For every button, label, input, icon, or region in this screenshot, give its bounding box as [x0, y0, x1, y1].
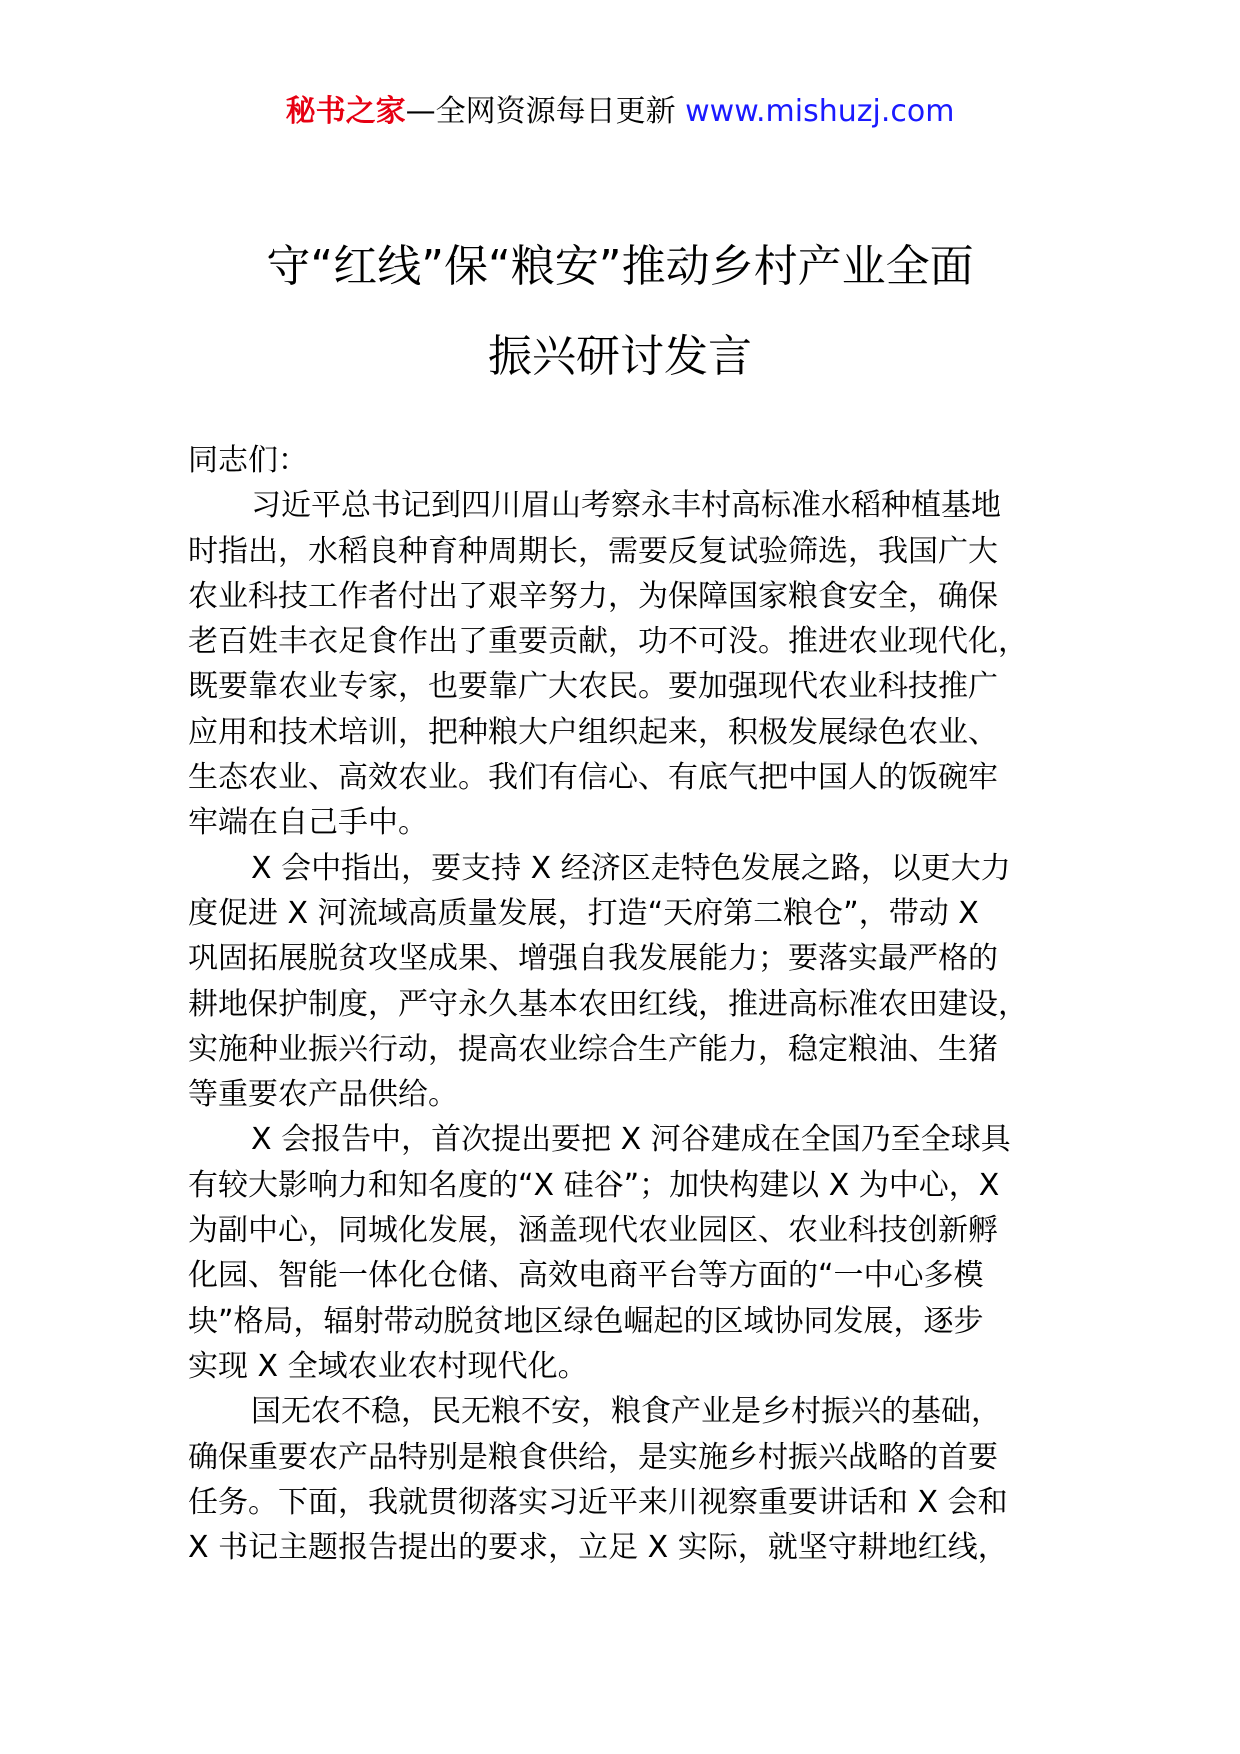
paragraph-line: 既要靠农业专家，也要靠广大农民。要加强现代农业科技推广 — [188, 669, 998, 705]
paragraph-line: 实施种业振兴行动，提高农业综合生产能力，稳定粮油、生猪 — [188, 1031, 998, 1067]
paragraph-line: 化园、智能一体化仓储、高效电商平台等方面的“一中心多模 — [188, 1258, 984, 1294]
title-line: 守“红线”保“粮安”推动乡村产业全面 — [266, 241, 974, 292]
paragraph-line: 等重要农产品供给。 — [188, 1077, 458, 1113]
paragraph-line: X 会报告中，首次提出要把 X 河谷建成在全国乃至全球具 — [251, 1122, 1011, 1158]
paragraph — [188, 1117, 1108, 1389]
paragraph-line: 应用和技术培训，把种粮大户组织起来，积极发展绿色农业、 — [188, 714, 998, 750]
document-title — [120, 222, 1120, 402]
paragraph-line: 有较大影响力和知名度的“X 硅谷”；加快构建以 X 为中心，X — [188, 1167, 1000, 1203]
paragraph-line: 生态农业、高效农业。我们有信心、有底气把中国人的饭碗牢 — [188, 760, 998, 796]
paragraph-line: X 会中指出，要支持 X 经济区走特色发展之路，以更大力 — [251, 850, 1011, 886]
site-brand: 秘书之家 — [285, 94, 406, 129]
paragraph — [188, 846, 1108, 1118]
paragraph-line: 时指出，水稻良种育种周期长，需要反复试验筛选，我国广大 — [188, 533, 998, 569]
paragraph-line: X 书记主题报告提出的要求，立足 X 实际，就坚守耕地红线， — [188, 1530, 1008, 1566]
site-tagline: —全网资源每日更新 — [405, 94, 686, 129]
paragraph-line: 实现 X 全域农业农村现代化。 — [188, 1348, 588, 1384]
paragraph-line: 巩固拓展脱贫攻坚成果、增强自我发展能力；要落实最严格的 — [188, 941, 998, 977]
paragraph-line: 牢端在自己手中。 — [188, 805, 428, 841]
site-header — [0, 92, 1240, 132]
title-line: 振兴研讨发言 — [488, 331, 752, 382]
paragraph-line: 国无农不稳，民无粮不安，粮食产业是乡村振兴的基础， — [251, 1394, 1001, 1430]
salutation: 同志们： — [188, 443, 308, 478]
paragraph-line: 老百姓丰衣足食作出了重要贡献，功不可没。推进农业现代化， — [188, 624, 1028, 660]
paragraph-line: 度促进 X 河流域高质量发展，打造“天府第二粮仓”，带动 X — [188, 895, 979, 931]
paragraph-line: 确保重要农产品特别是粮食供给，是实施乡村振兴战略的首要 — [188, 1439, 998, 1475]
site-url-link[interactable]: www.mishuzj.com — [685, 94, 955, 129]
paragraph-line: 任务。下面，我就贯彻落实习近平来川视察重要讲话和 X 会和 — [188, 1484, 1008, 1520]
paragraph-line: 习近平总书记到四川眉山考察永丰村高标准水稻种植基地 — [251, 488, 1001, 524]
paragraph — [188, 1389, 1108, 1570]
paragraph-line: 农业科技工作者付出了艰辛努力，为保障国家粮食安全，确保 — [188, 578, 998, 614]
document-body — [188, 438, 1108, 1570]
paragraph — [188, 483, 1108, 845]
paragraph-line: 耕地保护制度，严守永久基本农田红线，推进高标准农田建设， — [188, 986, 1028, 1022]
paragraph-line: 块”格局，辐射带动脱贫地区绿色崛起的区域协同发展，逐步 — [188, 1303, 984, 1339]
paragraph-line: 为副中心，同城化发展，涵盖现代农业园区、农业科技创新孵 — [188, 1213, 998, 1249]
